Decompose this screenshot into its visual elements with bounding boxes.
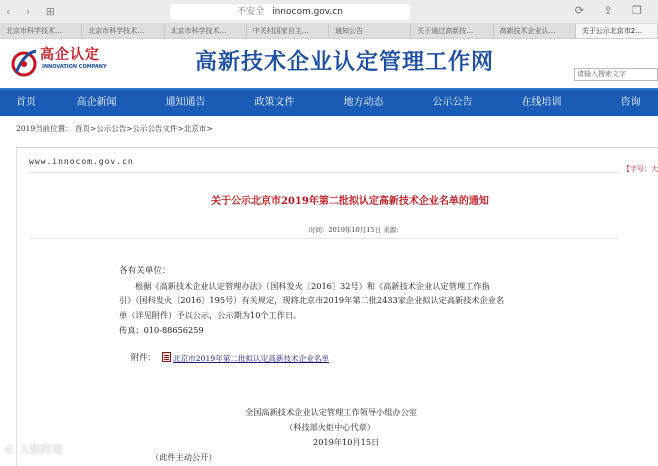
address-bar[interactable] [170, 4, 410, 20]
nav-item-home[interactable]: 首页 [16, 97, 36, 108]
public-notice: （此件主动公开） [151, 452, 217, 462]
divider [29, 172, 619, 173]
browser-toolbar [0, 0, 658, 24]
nav-item-policies[interactable]: 政策文件 [254, 97, 295, 108]
site-header [0, 39, 658, 88]
insecure-label: 不安全 [237, 7, 265, 17]
nav-item-notices[interactable]: 通知通告 [165, 97, 206, 108]
nav-item-consult[interactable]: 咨询 [620, 97, 641, 108]
main-nav [0, 88, 658, 116]
browser-tab-strip [0, 24, 658, 39]
signature-date: 2019年10月15日 [313, 437, 380, 447]
nav-item-training[interactable]: 在线培训 [521, 97, 562, 108]
browser-tab[interactable]: 通知公告 [329, 24, 411, 38]
document-icon [162, 352, 171, 362]
nav-item-announcements[interactable]: 公示公告 [432, 97, 473, 108]
nav-item-news[interactable]: 高企新闻 [76, 97, 117, 108]
article-paragraph-line: 根据《高新技术企业认定管理办法》（国科发火〔2016〕32号）和《高新技术企业认定管理工作指 [135, 281, 490, 291]
logo-mark-icon [10, 47, 40, 79]
signature-office: 全国高新技术企业认定管理工作领导小组办公室 [245, 407, 417, 417]
article-paragraph-line: 单（详见附件）予以公示，公示期为10个工作日。 [119, 310, 302, 320]
url-text: innocom.gov.cn [272, 7, 343, 17]
fax-number: 传真：010-88656259 [119, 325, 204, 335]
article-panel [16, 147, 658, 466]
signature-seal: （科技部火炬中心代章） [285, 422, 376, 432]
site-url-text: www.innocom.gov.cn [29, 157, 134, 166]
attachment-label: 附件： [131, 352, 156, 362]
article-greeting: 各有关单位： [119, 266, 171, 276]
browser-tab[interactable]: 关于通过高新技… [411, 24, 493, 38]
search-input[interactable]: 请输入搜索文字 [574, 68, 658, 81]
browser-tab[interactable]: 中关村国家自主… [247, 24, 329, 38]
font-size-control[interactable]: 【字号：大 [623, 165, 658, 173]
nav-item-local-news[interactable]: 地方动态 [343, 97, 384, 108]
breadcrumb[interactable]: 2019当前位置： 首页>公示公告>公示公告文件>北京市> [16, 124, 213, 133]
site-logo[interactable] [8, 41, 128, 85]
article-title: 关于公示北京市2019年第二批拟认定高新技术企业名单的通知 [211, 196, 489, 207]
browser-tab[interactable]: 北京市科学技术… [0, 24, 82, 38]
browser-toolbar-icons[interactable]: ⟳ ⇪ ❐ [574, 4, 650, 17]
browser-tab[interactable]: 高新技术企业认… [494, 24, 576, 38]
divider [29, 238, 619, 239]
browser-tab[interactable]: 北京市科学技术… [165, 24, 247, 38]
article-paragraph-line: 引》（国科发火〔2016〕195号）有关规定，现将北京市2019年第二批2433家企业拟认定高新技术企业名 [119, 295, 505, 305]
browser-tab[interactable]: 北京市科学技术… [82, 24, 164, 38]
site-title: 高新技术企业认定管理工作网 [195, 49, 495, 75]
browser-tab-active[interactable]: 关于公示北京市2… [576, 24, 658, 38]
logo-chinese-text: 高企认定 [40, 47, 100, 63]
watermark-logo: © 大数跨境 [4, 443, 63, 456]
attachment-link[interactable]: 北京市2019年第二批拟认定高新技术企业名单 [173, 354, 330, 363]
article-meta: 时间：2019年10月15日 来源： [309, 226, 403, 234]
logo-english-text: INNOVATION COMPANY [42, 64, 107, 70]
browser-nav-buttons[interactable]: ‹ › ⊞ [6, 5, 62, 18]
